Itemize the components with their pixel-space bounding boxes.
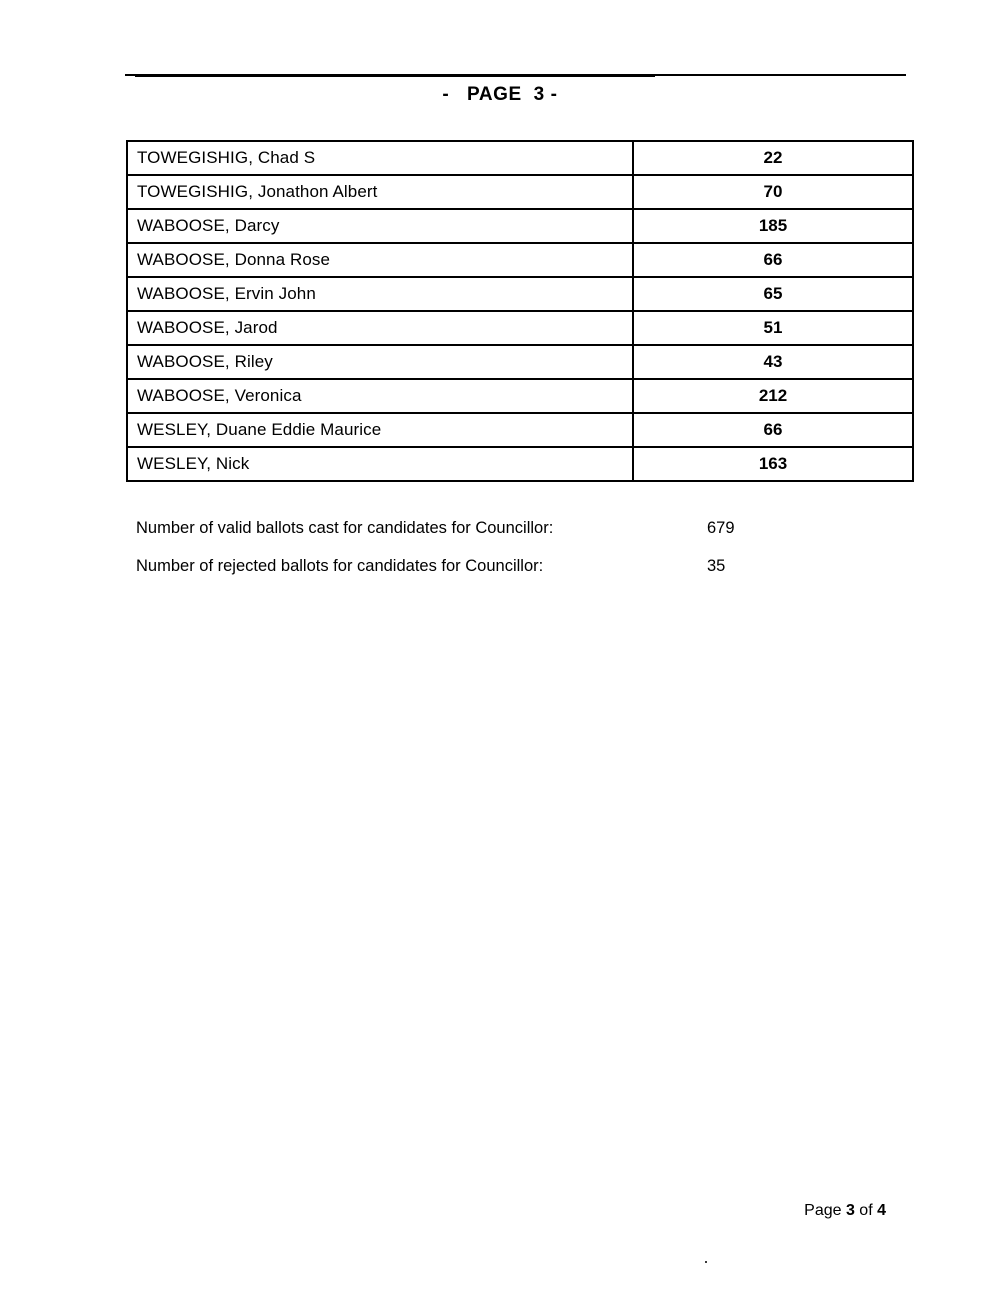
table-row	[127, 277, 913, 311]
table-row	[127, 209, 913, 243]
vote-count-cell: 70	[633, 175, 913, 209]
candidate-name-cell: WESLEY, Nick	[127, 447, 633, 481]
scan-artifact-speck	[705, 1261, 707, 1263]
rejected-ballots-value: 35	[707, 557, 726, 575]
election-results-table	[126, 140, 914, 482]
rejected-ballots-row	[136, 557, 896, 595]
valid-ballots-label: Number of valid ballots cast for candidates for Councillor:	[136, 519, 554, 537]
footer-prefix: Page	[804, 1202, 846, 1219]
footer-separator: of	[854, 1202, 878, 1219]
candidate-name-cell: WABOOSE, Darcy	[127, 209, 633, 243]
footer-current-page: 3	[845, 1202, 855, 1219]
vote-count-cell: 66	[633, 243, 913, 277]
candidate-name-cell: WABOOSE, Veronica	[127, 379, 633, 413]
results-table-body	[127, 141, 913, 481]
vote-count-cell: 163	[633, 447, 913, 481]
vote-count-cell: 22	[633, 141, 913, 175]
table-row	[127, 345, 913, 379]
valid-ballots-row	[136, 519, 896, 557]
footer-total-pages: 4	[877, 1202, 886, 1219]
candidate-name-cell: TOWEGISHIG, Jonathon Albert	[127, 175, 633, 209]
table-row	[127, 413, 913, 447]
vote-count-cell: 66	[633, 413, 913, 447]
vote-count-cell: 65	[633, 277, 913, 311]
valid-ballots-value: 679	[707, 519, 735, 537]
table-row	[127, 379, 913, 413]
vote-count-cell: 43	[633, 345, 913, 379]
candidate-name-cell: WABOOSE, Jarod	[127, 311, 633, 345]
vote-count-cell: 185	[633, 209, 913, 243]
ballot-summary	[136, 519, 896, 595]
table-row	[127, 447, 913, 481]
candidate-name-cell: WESLEY, Duane Eddie Maurice	[127, 413, 633, 447]
header-divider-rule	[125, 74, 906, 76]
candidate-name-cell: WABOOSE, Riley	[127, 345, 633, 379]
candidate-name-cell: WABOOSE, Ervin John	[127, 277, 633, 311]
candidate-name-cell: TOWEGISHIG, Chad S	[127, 141, 633, 175]
table-row	[127, 141, 913, 175]
rejected-ballots-label: Number of rejected ballots for candidates for Councillor:	[136, 557, 544, 575]
page-footer	[0, 1202, 1000, 1220]
vote-count-cell: 212	[633, 379, 913, 413]
table-row	[127, 243, 913, 277]
vote-count-cell: 51	[633, 311, 913, 345]
candidate-name-cell: WABOOSE, Donna Rose	[127, 243, 633, 277]
table-row	[127, 311, 913, 345]
table-row	[127, 175, 913, 209]
page-heading: - PAGE 3 -	[442, 84, 558, 105]
